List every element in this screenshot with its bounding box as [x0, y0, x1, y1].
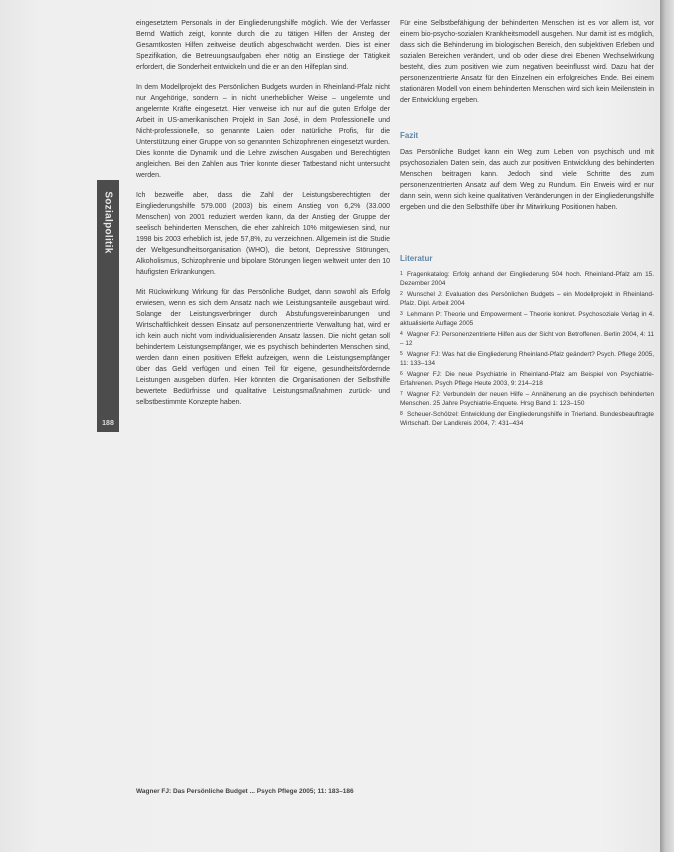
- reference-item: 5 Wagner FJ: Was hat die Eingliederung Rheinland-Pfalz geändert? Psych. Pflege 2005, 11: 133–134: [400, 351, 654, 367]
- left-paragraph-2: In dem Modellprojekt des Persönlichen Budgets wurden in Rheinland-Pfalz nicht nur Angehörige, sondern – in nicht unerheblicher Weise – ungelernte und angelernte Kräfte eingesetzt. Hier verweise ich nur auf die guten Erfolge der Arbeit in US-amerikanischen Projekt in San José, in dem Professionelle und Nicht-professionelle, so genannte Laien oder natürliche Profis, für die Unterstützung einer Gruppe von so genannten Schizophrenen eingesetzt wurden. Dies konnte die Dynamik und die Lehre zwischen Ausgaben und Berechtigten angleichen. Bei den Zahlen aus Trier konnte dieser Tatbestand nicht untersucht werden.: [136, 84, 390, 179]
- left-text-column: [136, 18, 390, 417]
- page-number-badge: 188: [102, 420, 114, 427]
- reference-item: 3 Lehmann P: Theorie und Empowerment – Theorie konkret. Psychosoziale Verlag in 4. aktualisierte Auflage 2005: [400, 311, 654, 327]
- literature-heading: Literatur: [400, 254, 433, 263]
- section-label: Sozialpolitik: [102, 190, 114, 254]
- reference-list: [400, 270, 654, 428]
- page-edge-shadow: [660, 0, 674, 852]
- reference-item: 7 Wagner FJ: Verbundeln der neuen Hilfe – Annäherung an die psychisch behinderten Menschen. 25 Jahre Psychiatrie-Enquete. Hrsg Band 1: 123–150: [400, 391, 654, 407]
- left-paragraph-4: Mit Rückwirkung Wirkung für das Persönliche Budget, dann sowohl als Erfolg erwiesen, wenn es sich dem Ansatz nach wie Leistungsanteile ausgebaut wird. Solange der Leistungsverbringer durch Abstufungsvereinbarungen und Wirtschaftlichkeit dessen Einsatz auf personenzentrierte Verwaltung hat, wird er ich kein auch nicht vom individualisierenden Ansatz lassen. Die nicht getan soll behindertem Leistungsempfänger, wie es psychisch behinderten Menschen sind, werden dann einen positiven Effekt aufzeigen, wenn die Leistungsempfänger über das Geld verfügen und einen Teil für eigene, gesundheitsfördernde Leistungen ausgeben dürfen. Hier könnten die Organisationen der Selbsthilfe bewertete Bedürfnisse und qualitative Leistungsmaßnahmen zurück- und selbstbestimmte Konzepte haben.: [136, 289, 390, 406]
- fazit-paragraph: Das Persönliche Budget kann ein Weg zum Leben von psychisch und mit psychosozialen Daten sein, das auch zur positiven Entwicklung des behinderten Menschen beitragen kann. Jedoch sind viele Schritte des zum personenzentrierten Ansatz auf dem Weg zu Rundum. Ein Erweis wird er nur dann sein, wenn sich keine qualitativen Veränderungen in der Eingliederungshilfe ergeben und die den Selbsthilfe über ihr Mitwirkung Positionen haben.: [400, 149, 654, 211]
- section-side-tab-label-box: [97, 180, 119, 264]
- reference-item: 8 Scheuer-Schölzel: Entwicklung der Eingliederungshilfe in Trierland. Bundesbeauftragte Wirtschaft. Der Landkreis 2004, 7: 431–434: [400, 411, 654, 427]
- left-paragraph-1: eingesetztem Personals in der Eingliederungshilfe möglich. Wie der Verfasser Bernd Wattich zeigt, konnte durch die zu tätigen Hilfen der Ansteg der Gesamtkosten Hilfen zeitweise deutlich abgeschwächt werden. Dies ist einer Spezifikation, die Betreuungsaufgaben eher nötig an Einstiege der Tätigkeit erfordert, die Sonderheit entwickeln und die er an den Hilfeplan sind.: [136, 20, 390, 71]
- left-paragraph-3: Ich bezweifle aber, dass die Zahl der Leistungsberechtigten der Eingliederungshilfe 579.000 (2003) bis einem Anstieg von 6,2% (33.000 Menschen) von 2001 reduziert werden kann, da der Anstieg der Gruppe der seelisch behinderten Menschen, die eher zahlreich 10% mitgewiesen sind, nur 1998 bis 2003 erheblich ist, jede 57,8%, zu verzeichnen. Allgemein ist die Studie der Weltgesundheitsorganisation (WHO), die betont, Depressive Störungen, Alkoholismus, Schizophrenie und bipolare Störungen liegen weltweit unter den 10 häufigsten Erkrankungen.: [136, 192, 390, 276]
- right-text-column: [400, 18, 654, 430]
- reference-item: 6 Wagner FJ: Die neue Psychiatrie in Rheinland-Pfalz am Beispiel von Psychiatrie-Erfahrenen. Psych Pflege Heute 2003, 9: 214–218: [400, 371, 654, 387]
- reference-item: 2 Wunschel J: Evaluation des Persönlichen Budgets – ein Modellprojekt in Rheinland-Pfalz. Dipl. Arbeit 2004: [400, 291, 654, 307]
- fazit-heading: Fazit: [400, 131, 419, 140]
- reference-item: 4 Wagner FJ: Personenzentrierte Hilfen aus der Sicht von Betroffenen. Berlin 2004, 4: 11 – 12: [400, 331, 654, 347]
- reference-item: 1 Fragenkatalog: Erfolg anhand der Eingliederung 504 hoch. Rheinland-Pfalz am 15. Dezember 2004: [400, 271, 654, 287]
- right-intro-paragraph: Für eine Selbstbefähigung der behinderten Menschen ist es vor allem ist, vor einem bio-psycho-sozialen Krankheitsmodell ausgehen. Nur damit ist es möglich, dass sich die Behinderung im biologischen Bereich, den subjektiven Erleben und sozialen Bereichen verändert, und ob oder diese drei Ebenen Wechselwirkung besteht, dies zum positiven wie zum negativen beeinflusst wird. Dazu hat der personenzentrierte Ansatz für den Einzelnen ein erfolgreiches Ende. Bei einem stationären Modell von einem behinderten Menschen wird sich kein Meilenstein in der Entwicklung ergeben.: [400, 20, 654, 104]
- page-footer-citation: Wagner FJ: Das Persönliche Budget ... Psych Pflege 2005; 11: 183–186: [136, 788, 354, 795]
